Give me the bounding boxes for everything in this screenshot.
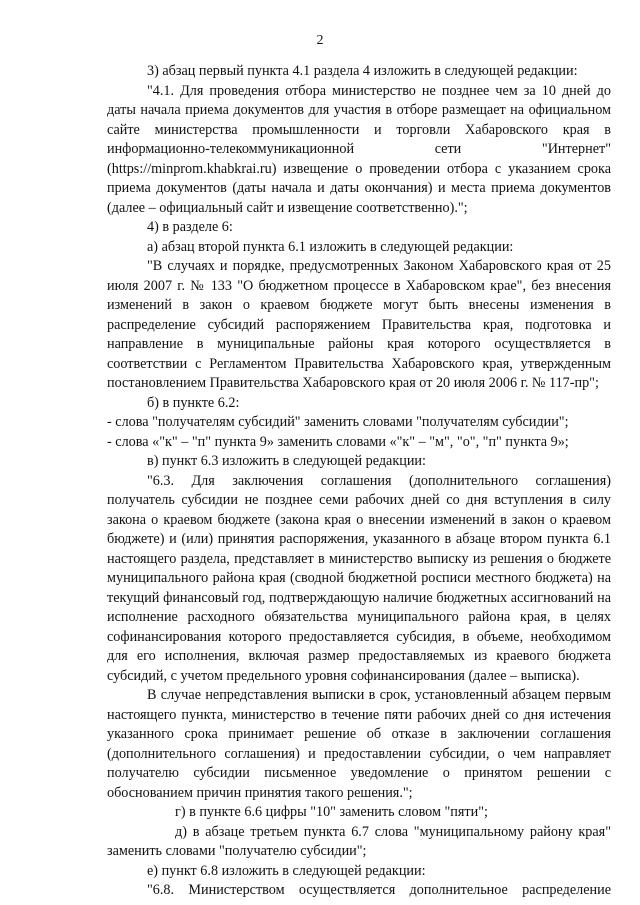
paragraph-item-3-heading: 3) абзац первый пункта 4.1 раздела 4 изложить в следующей редакции: <box>147 63 578 79</box>
paragraph-point-6-3-text: "6.3. Для заключения соглашения (дополнительного соглашения) получатель субсидии не позднее семи рабочих дней со дня вступления в силу закона о краевом бюджете (закона края о внесении изменений в закон о краевом бюджете) и (или) принятия распоряжения, указанного в абзаце втором пункта 6.1 настоящего раздела, представляет в министерство выписку из решения о бюджете муниципального района края (сводной бюджетной росписи местного бюджета) на текущий финансовый год, подтверждающую наличие бюджетных ассигнований на исполнение расходного обязательства муниципального района края, в целях софинансирования которого предоставляется субсидия, в объеме, необходимом для его исполнения, включая размер предоставляемых из краевого бюджета субсидий, с учетом предельного уровня софинансирования (далее – выписка). <box>107 472 611 684</box>
paragraph-subitem-e: е) пункт 6.8 изложить в следующей редакции: <box>147 862 426 879</box>
paragraph-subitem-g: г) в пункте 6.6 цифры "10" заменить словом "пяти"; <box>175 804 488 820</box>
paragraph-item-4-heading: 4) в разделе 6: <box>147 219 233 235</box>
paragraph-point-6-8-start: "6.8. Министерством осуществляется дополнительное распределение <box>147 882 611 898</box>
paragraph-subitem-b: б) в пункте 6.2: <box>147 394 240 411</box>
paragraph-subitem-a: а) абзац второй пункта 6.1 изложить в следующей редакции: <box>147 238 514 255</box>
paragraph-dash-2: - слова «"к" – "п" пункта 9» заменить словами «"к" – "м", "о", "п" пункта 9»; <box>107 433 569 450</box>
document-body <box>107 62 611 901</box>
paragraph-dash-1: - слова "получателям субсидий" заменить словами "получателям субсидии"; <box>107 414 569 430</box>
paragraph-subitem-d: д) в абзаце третьем пункта 6.7 слова "муниципальному району края" заменить словами "получателю субсидии"; <box>107 823 611 859</box>
paragraph-point-6-1-text: "В случаях и порядке, предусмотренных Законом Хабаровского края от 25 июля 2007 г. № 133 "О бюджетном процессе в Хабаровском крае", без внесения изменений в закон о краевом бюджете могут быть внесены изменения в распределение субсидий распоряжением Правительства края, подготовка и направление в муниципальные районы края которого осуществляется в соответствии с Регламентом Правительства Хабаровского края, утвержденным постановлением Правительства Хабаровского края от 20 июля 2006 г. № 117-пр"; <box>107 258 611 391</box>
paragraph-subitem-v: в) пункт 6.3 изложить в следующей редакции: <box>147 453 426 469</box>
paragraph-point-4-1-text: "4.1. Для проведения отбора министерство не позднее чем за 10 дней до даты начала приема документов для участия в отборе размещает на официальном сайте министерства промышленности и торговли Хабаровского края в информационно-телекоммуникационной сети "Интернет" (https://minprom.khabkrai.ru) извещение о проведении отбора с указанием срока приема документов (даты начала и даты окончания) и места приема документов (далее – официальный сайт и извещение соответственно)."; <box>107 82 611 216</box>
page-number: 2 <box>316 33 324 48</box>
paragraph-point-6-3-second: В случае непредставления выписки в срок, установленный абзацем первым настоящего пункта, министерство в течение пяти рабочих дней со дня истечения указанного срока принимает решение об отказе в заключении соглашения (дополнительного соглашения) и предоставлении субсидии, о чем направляет получателю субсидии письменное уведомление о принятом решении с обоснованием причин принятия такого решения."; <box>107 687 611 801</box>
